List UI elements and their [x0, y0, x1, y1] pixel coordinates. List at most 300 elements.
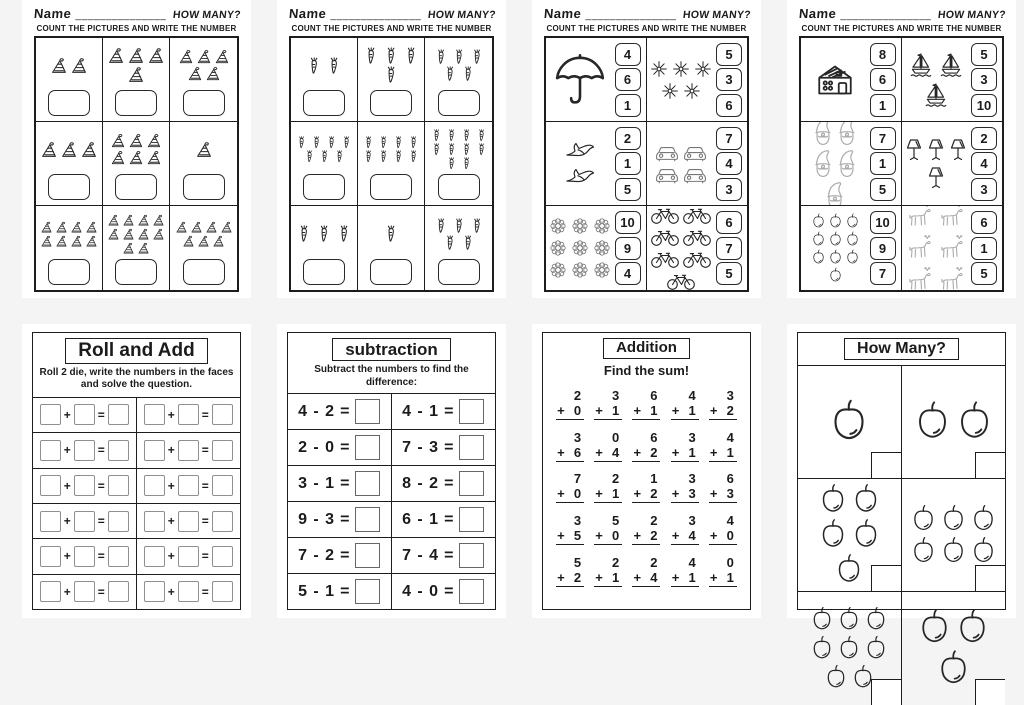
problem-expression: 3 - 1	[298, 474, 336, 492]
party-hat-icon	[55, 235, 68, 248]
plus-sign: +	[167, 407, 175, 422]
addend-value: 1	[726, 570, 734, 586]
count-cell	[798, 479, 902, 592]
worksheet-instructions: Find the sum!	[603, 362, 690, 378]
sun-icon	[649, 59, 669, 79]
equals-sign: =	[201, 549, 209, 564]
apple-icon	[970, 536, 997, 565]
bicycle-icon	[650, 249, 680, 269]
addend-top: 0	[612, 429, 620, 445]
worksheet-frame	[542, 332, 751, 610]
option-box: 4	[971, 152, 997, 175]
option-box: 8	[870, 43, 896, 66]
party-hat-icon	[147, 47, 165, 65]
carrot-icon	[305, 57, 323, 75]
gnome-icon	[812, 122, 834, 147]
addend-bottom	[594, 528, 622, 545]
carrot-icon	[430, 143, 443, 156]
car-icon	[682, 165, 708, 185]
addition-problem	[556, 430, 584, 462]
plus-sign: +	[595, 570, 603, 586]
addend-value: 1	[612, 486, 620, 502]
option-box: 7	[870, 127, 896, 150]
option-box: 10	[870, 211, 896, 234]
party-hat-icon	[40, 141, 58, 159]
roll-add-problem	[33, 469, 137, 504]
addend-top: 2	[650, 555, 658, 571]
addend-bottom	[632, 403, 660, 420]
carrot-icon	[460, 157, 473, 170]
answer-box	[115, 174, 157, 200]
apple-icon	[955, 400, 994, 442]
carrot-icon	[407, 150, 420, 163]
sailboat-icon	[907, 51, 935, 79]
bicycle-icon	[682, 227, 712, 247]
deer-icon	[905, 233, 935, 263]
equals-sign: =	[444, 474, 455, 492]
roll-add-problem	[137, 575, 241, 609]
apple-icon	[818, 483, 848, 515]
answer-box	[871, 565, 901, 591]
roll-add-problem	[33, 504, 137, 539]
option-box: 10	[615, 211, 641, 234]
equals-sign: =	[444, 438, 455, 456]
carrot-icon	[315, 225, 333, 243]
answer-options	[714, 40, 744, 119]
equals-sign: =	[340, 582, 351, 600]
flower-icon	[570, 238, 590, 258]
bicycle-icon	[650, 206, 680, 225]
die-box	[178, 581, 199, 602]
worksheet-instructions: Subtract the numbers to find the difference:	[314, 364, 469, 388]
option-box: 6	[716, 94, 742, 117]
lamp-icon	[926, 165, 946, 191]
count-cell	[798, 366, 902, 479]
equals-sign: =	[201, 514, 209, 529]
plus-sign: +	[557, 528, 565, 544]
addend-value: 3	[688, 486, 696, 502]
count-cell	[902, 592, 1006, 705]
count-cell	[36, 206, 103, 290]
addition-problem	[632, 513, 660, 545]
plus-sign: +	[671, 402, 680, 418]
party-hat-icon	[182, 235, 195, 248]
plus-sign: +	[167, 443, 175, 458]
addend-value: 2	[650, 486, 658, 502]
addend-value: 2	[650, 528, 658, 544]
carrot-icon	[392, 150, 405, 163]
carrot-icon	[335, 225, 353, 243]
count-cell	[291, 206, 358, 290]
sum-box	[212, 511, 233, 532]
answer-box	[871, 679, 901, 705]
carrot-icon	[445, 157, 458, 170]
party-hat-icon	[146, 150, 162, 166]
carrot-icon	[469, 218, 485, 234]
picture-group	[36, 122, 102, 174]
carrot-icon	[402, 47, 420, 65]
answer-box	[871, 452, 901, 478]
apple-icon	[851, 518, 881, 550]
name-label: Name	[543, 6, 583, 21]
answer-box	[975, 452, 1005, 478]
sun-icon	[693, 59, 713, 79]
sum-box	[108, 581, 129, 602]
how-many-label: HOW MANY?	[427, 9, 497, 21]
option-box: 10	[971, 94, 997, 117]
addend-bottom	[556, 403, 584, 420]
count-cell	[902, 479, 1006, 592]
equals-sign: =	[201, 584, 209, 599]
picture-group	[803, 208, 868, 288]
lamp-icon	[948, 137, 968, 163]
carrot-icon	[382, 47, 400, 65]
worksheet-thumbnail-how-many-apples[interactable]	[787, 324, 1016, 618]
party-hat-icon	[107, 228, 120, 241]
addition-problem	[594, 555, 622, 587]
party-hat-icon	[110, 150, 126, 166]
worksheet-title-box: How Many?	[844, 338, 959, 360]
option-box: 6	[971, 211, 997, 234]
flower-icon	[548, 260, 568, 280]
addend-top: 4	[688, 387, 696, 403]
party-hat-icon	[187, 66, 203, 82]
equals-sign: =	[340, 402, 351, 420]
picture-group	[803, 40, 868, 119]
bicycle-icon	[682, 206, 712, 225]
carrot-icon	[451, 218, 467, 234]
die-box	[178, 546, 199, 567]
addend-bottom	[556, 445, 584, 462]
count-cell	[902, 366, 1006, 479]
worksheet-thumbnail-addition[interactable]	[532, 324, 761, 618]
plus-sign: +	[709, 486, 718, 502]
subtraction-problem	[392, 430, 496, 466]
plus-sign: +	[671, 570, 680, 586]
bicycle-icon	[650, 227, 680, 247]
addition-problem	[709, 555, 737, 587]
equals-sign: =	[201, 407, 209, 422]
addend-top: 6	[650, 387, 658, 403]
equals-sign: =	[97, 443, 105, 458]
addend-bottom	[671, 486, 699, 503]
worksheet-thumbnail-count-choice-2[interactable]	[787, 0, 1016, 298]
addend-value: 4	[612, 444, 620, 460]
count-cell	[103, 206, 170, 290]
addend-bottom	[594, 403, 622, 420]
picture-group	[904, 124, 970, 203]
choice-cell	[902, 38, 1003, 122]
subtraction-problem	[288, 574, 392, 609]
worksheet-frame	[797, 332, 1006, 610]
instruction-line: Roll 2 die, write the numbers in the faces	[39, 366, 234, 378]
answer-box	[459, 507, 484, 532]
answer-box	[459, 471, 484, 496]
worksheet-frame	[32, 332, 241, 610]
plus-sign: +	[63, 549, 71, 564]
roll-add-problem	[137, 398, 241, 433]
answer-box	[459, 579, 484, 604]
option-box: 2	[971, 127, 997, 150]
addend-value: 1	[688, 444, 696, 460]
option-box: 3	[971, 178, 997, 201]
addend-bottom	[671, 570, 699, 587]
addition-problem	[594, 388, 622, 420]
addend-bottom	[709, 528, 737, 545]
answer-options	[969, 124, 999, 203]
flower-icon	[570, 260, 590, 280]
addend-top: 2	[612, 471, 620, 487]
subtraction-problem	[288, 430, 392, 466]
plus-sign: +	[167, 584, 175, 599]
sum-box	[212, 404, 233, 425]
die-box	[178, 440, 199, 461]
option-box: 4	[615, 43, 641, 66]
carrot-icon	[382, 66, 400, 84]
addend-value: 2	[726, 402, 734, 418]
picture-group	[649, 208, 715, 288]
roll-add-problem	[33, 433, 137, 468]
option-box: 5	[716, 43, 742, 66]
addition-problem	[594, 471, 622, 503]
car-icon	[654, 143, 680, 163]
gnome-icon	[812, 149, 834, 179]
carrot-icon	[407, 136, 420, 149]
carrot-icon	[303, 150, 316, 163]
party-hat-icon	[85, 221, 98, 234]
addend-top: 3	[573, 513, 582, 529]
carrot-icon	[460, 66, 476, 82]
answer-box	[355, 507, 380, 532]
subtraction-problem	[288, 538, 392, 574]
carrot-icon	[433, 49, 449, 65]
party-hat-icon	[152, 228, 165, 241]
count-cell	[425, 122, 492, 206]
party-hat-icon	[137, 242, 150, 255]
worksheet-thumbnail-roll-and-add[interactable]	[22, 324, 251, 618]
addend-top: 3	[726, 387, 734, 403]
flower-icon	[592, 238, 612, 258]
plus-sign: +	[63, 514, 71, 529]
addend-value: 3	[726, 486, 734, 502]
bicycle-icon	[666, 271, 696, 290]
deer-icon	[937, 265, 967, 290]
plus-sign: +	[595, 402, 603, 418]
addition-problem	[671, 513, 699, 545]
addend-value: 1	[650, 402, 658, 418]
sailboat-icon	[937, 51, 965, 79]
apple-icon	[970, 504, 997, 533]
addend-value: 1	[726, 444, 734, 460]
apple-icon	[834, 553, 864, 585]
party-hat-icon	[197, 235, 210, 248]
worksheet-thumbnail-count-carrots[interactable]	[277, 0, 506, 298]
how-many-label: HOW MANY?	[172, 9, 242, 21]
picture-group	[548, 208, 613, 288]
equals-sign: =	[444, 402, 455, 420]
sum-box	[212, 440, 233, 461]
party-hat-icon	[70, 221, 83, 234]
plus-sign: +	[167, 478, 175, 493]
addend-top: 5	[612, 513, 620, 529]
choice-cell	[647, 38, 748, 122]
answer-options	[613, 124, 643, 203]
worksheet-title-box: Addition	[603, 338, 690, 359]
addend-bottom	[632, 570, 660, 587]
problem-expression: 5 - 1	[298, 582, 336, 600]
addend-bottom	[709, 570, 737, 587]
choice-cell	[801, 206, 902, 290]
equals-sign: =	[97, 584, 105, 599]
worksheet-instructions	[33, 367, 240, 392]
addend-bottom	[594, 570, 622, 587]
option-box: 5	[615, 178, 641, 201]
plus-sign: +	[595, 444, 603, 460]
apple-icon	[828, 231, 843, 247]
plus-sign: +	[633, 486, 642, 502]
worksheet-thumbnail-count-choice-1[interactable]	[532, 0, 761, 298]
option-box: 2	[615, 127, 641, 150]
option-box: 3	[716, 68, 742, 91]
choice-cell	[902, 206, 1003, 290]
option-box: 5	[971, 43, 997, 66]
picture-group	[904, 208, 970, 288]
party-hat-icon	[40, 221, 53, 234]
addition-problem	[671, 555, 699, 587]
party-hat-icon	[70, 235, 83, 248]
flower-icon	[592, 260, 612, 280]
worksheet-header	[532, 0, 761, 21]
option-box: 1	[615, 94, 641, 117]
party-hat-icon	[205, 221, 218, 234]
how-many-label: HOW MANY?	[937, 9, 1007, 21]
lamp-icon	[926, 137, 946, 163]
count-cell	[170, 122, 237, 206]
flower-icon	[570, 216, 590, 236]
count-cell	[291, 122, 358, 206]
subtraction-problem	[392, 466, 496, 502]
addend-bottom	[556, 528, 584, 545]
addition-problem	[709, 388, 737, 420]
addend-top: 7	[573, 471, 582, 487]
apple-icon	[810, 635, 834, 661]
subtraction-problem	[392, 538, 496, 574]
problem-expression: 8 - 2	[402, 474, 440, 492]
count-cell	[36, 122, 103, 206]
how-many-label: HOW MANY?	[682, 9, 752, 21]
addend-top: 2	[573, 387, 582, 403]
plus-sign: +	[167, 514, 175, 529]
subtraction-problem	[392, 394, 496, 430]
sun-icon	[682, 81, 702, 101]
picture-group	[425, 38, 492, 90]
apple-icon	[837, 606, 861, 632]
apple-icon	[824, 664, 848, 690]
equals-sign: =	[444, 582, 455, 600]
picture-group	[36, 206, 102, 259]
count-cell	[425, 38, 492, 122]
option-box: 1	[870, 94, 896, 117]
party-hat-icon	[128, 133, 144, 149]
name-blank-line: _______________	[840, 10, 932, 21]
subtraction-problem	[392, 502, 496, 538]
answer-options	[714, 124, 744, 203]
worksheet-thumbnail-subtraction[interactable]	[277, 324, 506, 618]
answer-box	[459, 435, 484, 460]
addition-problem	[594, 513, 622, 545]
equals-sign: =	[444, 546, 455, 564]
equals-sign: =	[340, 474, 351, 492]
carrot-icon	[392, 136, 405, 149]
addition-problem	[632, 555, 660, 587]
bird-icon	[564, 165, 596, 189]
name-label: Name	[33, 6, 73, 21]
choice-cell	[801, 122, 902, 206]
roll-add-grid	[33, 397, 240, 609]
carrot-icon	[433, 218, 449, 234]
worksheet-subtitle: COUNT THE PICTURES AND WRITE THE NUMBER	[801, 24, 1002, 33]
die-box	[144, 475, 165, 496]
carrot-icon	[460, 129, 473, 142]
party-hat-icon	[196, 49, 212, 65]
deer-icon	[937, 206, 967, 231]
worksheet-thumbnail-count-hats[interactable]	[22, 0, 251, 298]
party-hat-icon	[50, 57, 68, 75]
roll-add-problem	[137, 539, 241, 574]
carrot-icon	[340, 136, 353, 149]
addend-bottom	[671, 528, 699, 545]
carrot-icon	[451, 49, 467, 65]
apple-icon	[864, 606, 888, 632]
sum-box	[108, 511, 129, 532]
die-box	[144, 404, 165, 425]
flower-icon	[548, 238, 568, 258]
worksheet-frame	[287, 332, 496, 610]
answer-box	[183, 174, 225, 200]
equals-sign: =	[201, 443, 209, 458]
addition-problem	[556, 513, 584, 545]
answer-box	[370, 259, 412, 285]
name-label: Name	[798, 6, 838, 21]
die-box	[40, 581, 61, 602]
option-box: 7	[870, 262, 896, 285]
option-box: 6	[615, 68, 641, 91]
picture-group	[170, 206, 237, 259]
option-box: 4	[615, 262, 641, 285]
option-box: 5	[971, 262, 997, 285]
plus-sign: +	[63, 478, 71, 493]
umbrella-icon	[552, 52, 608, 108]
addend-top: 3	[688, 429, 696, 445]
sun-icon	[660, 81, 680, 101]
party-hat-icon	[127, 66, 145, 84]
apple-icon	[913, 400, 952, 442]
apple-icon	[810, 606, 834, 632]
problem-expression: 4 - 0	[402, 582, 440, 600]
carrot-icon	[362, 150, 375, 163]
count-cell	[291, 38, 358, 122]
answer-box	[115, 90, 157, 116]
apple-icon	[936, 649, 971, 687]
answer-box	[975, 565, 1005, 591]
answer-box	[355, 579, 380, 604]
party-hat-icon	[70, 57, 88, 75]
how-many-grid	[798, 365, 1005, 705]
equals-sign: =	[201, 478, 209, 493]
picture-group	[291, 206, 357, 259]
count-cell	[358, 122, 425, 206]
plus-sign: +	[63, 443, 71, 458]
